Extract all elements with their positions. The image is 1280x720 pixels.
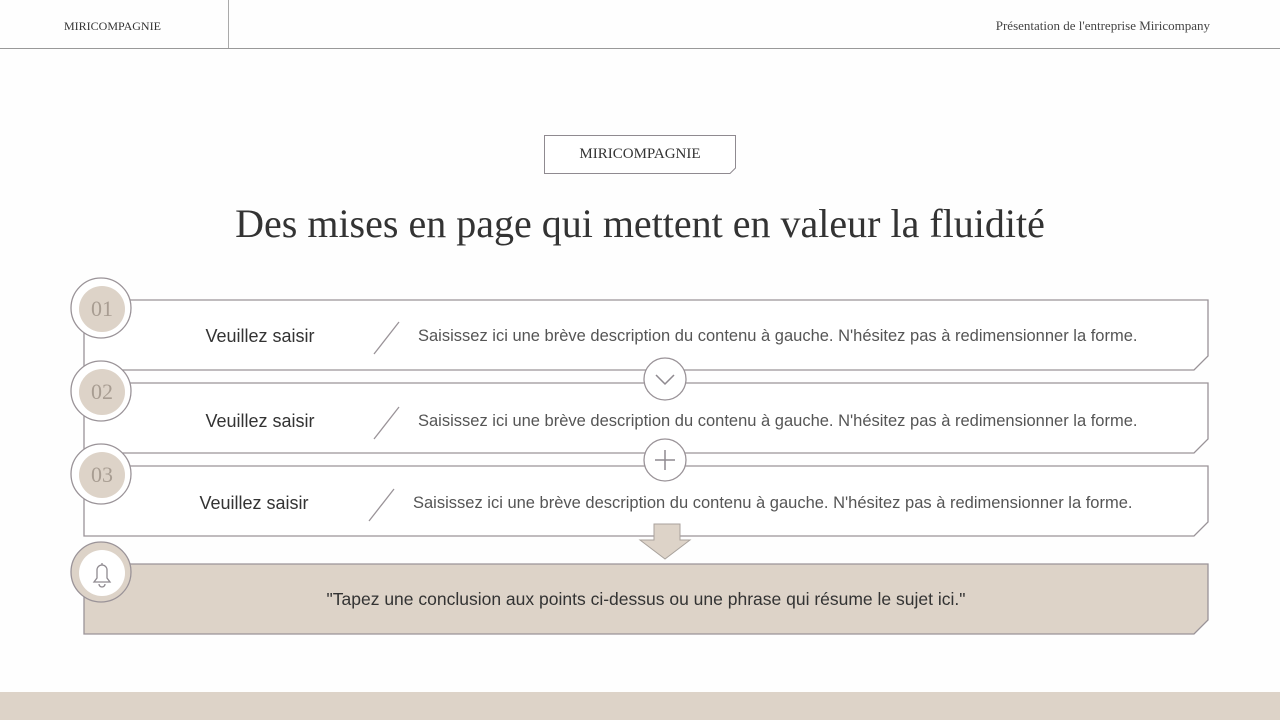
plus-icon	[644, 439, 686, 481]
row-description: Saisissez ici une brève description du contenu à gauche. N'hésitez pas à redimensionner la forme.	[413, 494, 1133, 512]
row-number: 02	[91, 379, 113, 404]
header-subtitle: Présentation de l'entreprise Miricompany	[995, 18, 1210, 33]
row-number: 01	[91, 296, 113, 321]
row-description: Saisissez ici une brève description du contenu à gauche. N'hésitez pas à redimensionner la forme.	[418, 327, 1138, 345]
page-title: Des mises en page qui mettent en valeur la fluidité	[235, 201, 1045, 246]
row-number: 03	[91, 462, 113, 487]
row-description: Saisissez ici une brève description du contenu à gauche. N'hésitez pas à redimensionner la forme.	[418, 412, 1138, 430]
row-label: Veuillez saisir	[205, 411, 315, 431]
footer-band	[0, 692, 1280, 720]
row-label: Veuillez saisir	[199, 493, 309, 513]
row-label: Veuillez saisir	[205, 326, 315, 346]
header-brand: MIRICOMPAGNIE	[64, 19, 161, 33]
conclusion-text: "Tapez une conclusion aux points ci-dessus ou une phrase qui résume le sujet ici."	[326, 588, 966, 609]
chevron-down-icon	[644, 358, 686, 400]
tag-label: MIRICOMPAGNIE	[579, 146, 701, 162]
